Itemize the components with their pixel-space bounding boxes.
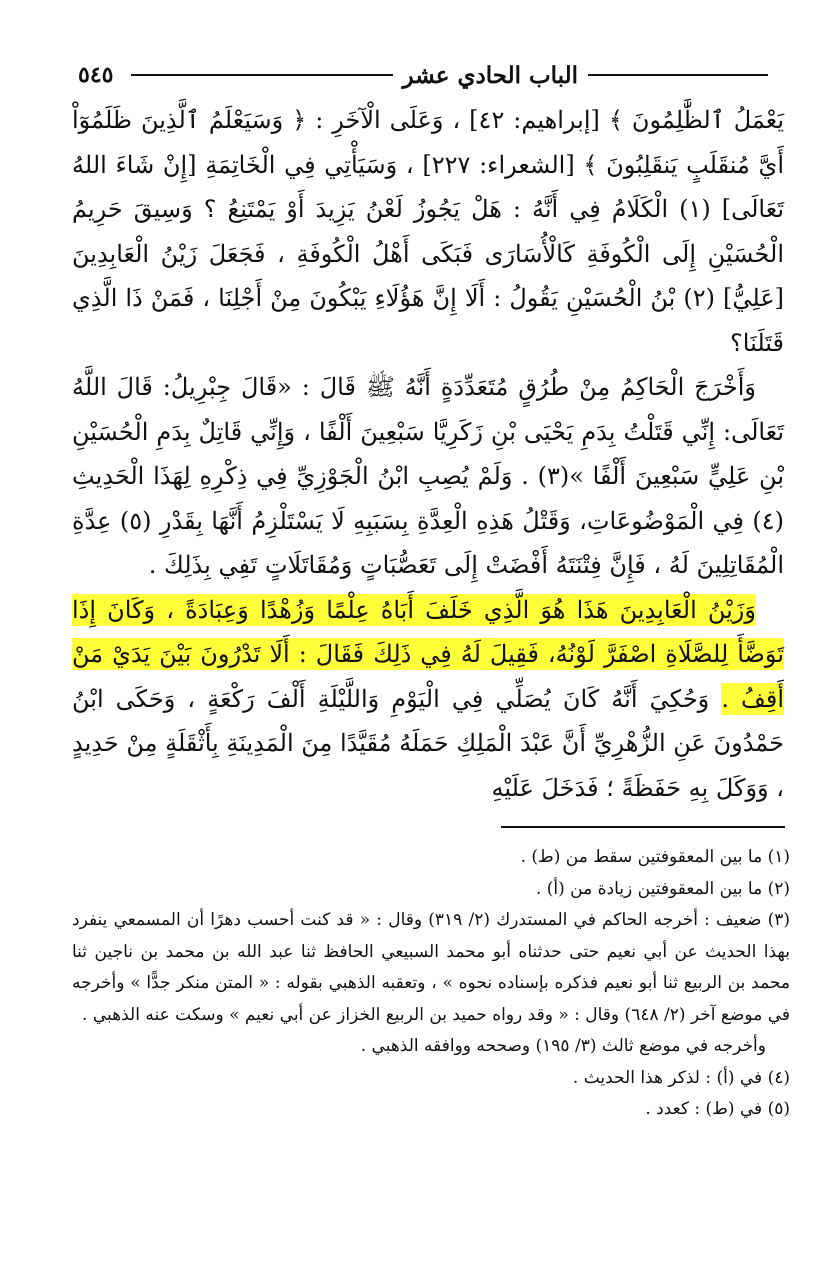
page-number: ٥٤٥ <box>78 62 114 88</box>
footnote-3-continuation: وأخرجه في موضع ثالث (٣/ ١٩٥) وصححه ووافقه الذهبي . <box>360 1036 766 1056</box>
footnotes <box>72 842 790 1126</box>
footnote-1: (١) ما بين المعقوفتين سقط من (ط) . <box>520 847 790 867</box>
footnote-4: (٤) في (أ) : لذكر هذا الحديث . <box>572 1067 790 1088</box>
footnote-separator <box>501 826 785 828</box>
paragraph-3-continuation: وَحُكِيَ أَنَّهُ كَانَ يُصَلِّي فِي الْيَوْمِ وَاللَّيْلَةِ أَلْفَ رَكْعَةٍ ، وَحَكَى ابْنُ حَمْدُونَ عَنِ الزُّهْرِيِّ أَنَّ عَبْدَ الْمَلِكِ حَمَلَهُ مُقَيَّدًا مِنَ الْمَدِينَةِ بِأَثْقَلَةٍ مِنْ حَدِيدٍ ، وَوَكَلَ بِهِ حَفَظَةً ؛ فَدَخَلَ عَلَيْهِ <box>72 684 784 802</box>
running-header <box>78 58 778 92</box>
header-rule-right <box>588 74 768 76</box>
footnote-2: (٢) ما بين المعقوفتين زيادة من (أ) . <box>535 878 790 899</box>
paragraph-3 <box>72 588 784 811</box>
paragraph-1: يَعْمَلُ ٱلظَّٰلِمُونَ ﴾ [إبراهيم: ٤٢] ، وَعَلَى الْآخَرِ : ﴿ وَسَيَعْلَمُ ٱلَّذِينَ ظَلَمُوٓاْ أَيَّ مُنقَلَبٍ يَنقَلِبُونَ ﴾ [الشعراء: ٢٢٧] ، وَسَيَأْتِي فِي الْخَاتِمَةِ [إِنْ شَاءَ اللهُ تَعَالَى] (١) الْكَلَامُ فِي أَنَّهُ : هَلْ يَجُوزُ لَعْنُ يَزِيدَ أَوْ يَمْتَنِعُ ؟ وَسِيقَ حَرِيمُ الْحُسَيْنِ إِلَى الْكُوفَةِ كَالْأُسَارَى فَبَكَى أَهْلُ الْكُوفَةِ ، فَجَعَلَ زَيْنُ الْعَابِدِينَ [عَلِيُّ] (٢) بْنُ الْحُسَيْنِ يَقُولُ : أَلَا إِنَّ هَؤُلَاءِ يَبْكُونَ مِنْ أَجْلِنَا ، فَمَنْ ذَا الَّذِي قَتَلَنَا؟ <box>72 106 785 357</box>
paragraph-2: وَأَخْرَجَ الْحَاكِمُ مِنْ طُرُقٍ مُتَعَدِّدَةٍ أَنَّهُ ﷺ قَالَ : «قَالَ جِبْرِيلُ: قَالَ اللَّهُ تَعَالَى: إِنِّي قَتَلْتُ بِدَمِ يَحْيَى بْنِ زَكَرِيَّا سَبْعِينَ أَلْفًا ، وَإِنِّي قَاتِلٌ بِدَمِ الْحُسَيْنِ بْنِ عَلِيٍّ سَبْعِينَ أَلْفًا »(٣) . وَلَمْ يُصِبِ ابْنُ الْجَوْزِيِّ فِي ذِكْرِهِ لِهَذَا الْحَدِيثِ (٤) فِي الْمَوْضُوعَاتِ، وَقَتْلُ هَذِهِ الْعِدَّةِ بِسَبَبِهِ لَا يَسْتَلْزِمُ أَنَّهَا بِقَدْرِ (٥) عِدَّةِ الْمُقَاتِلِينَ لَهُ ، فَإِنَّ فِتْنَتَهُ أَفْضَتْ إِلَى تَعَصُّبَاتٍ وَمُقَاتَلَاتٍ تَفِي بِذَلِكَ . <box>72 373 785 579</box>
footnote-3: (٣) ضعيف : أخرجه الحاكم في المستدرك (٢/ ٣١٩) وقال : « قد كنت أحسب دهرًا أن المسمعي ينفرد بهذا الحديث عن أبي نعيم حتى حدثناه أبو محمد السبيعي الحافظ ثنا عبد الله بن محمد بن ناجين ثنا محمد بن الربيع ثنا أبو نعيم فذكره بإسناده نحوه » ، وتعقبه الذهبي بقوله : « المتن منكر جدًّا » وأخرجه في موضع آخر (٢/ ٦٤٨) وقال : « وقد رواه حميد بن الربيع الخزاز عن أبي نعيم » وسكت عنه الذهبي . <box>72 910 790 1025</box>
chapter-title: الباب الحادي عشر <box>402 61 578 89</box>
header-rule-left <box>131 74 392 76</box>
main-text <box>72 98 784 810</box>
footnote-5: (٥) في (ط) : كعدد . <box>645 1099 790 1119</box>
highlighted-passage: وَزَيْنُ الْعَابِدِينَ هَذَا هُوَ الَّذِي خَلَفَ أَبَاهُ عِلْمًا وَزُهْدًا وَعِبَادَةً ، وَكَانَ إِذَا تَوَضَّأَ لِلصَّلَاةِ اصْفَرَّ لَوْنُهُ، فَقِيلَ لَهُ فِي ذَلِكَ فَقَالَ : أَلَا تَدْرُونَ بَيْنَ يَدَيْ مَنْ أَقِفُ . <box>72 595 785 713</box>
